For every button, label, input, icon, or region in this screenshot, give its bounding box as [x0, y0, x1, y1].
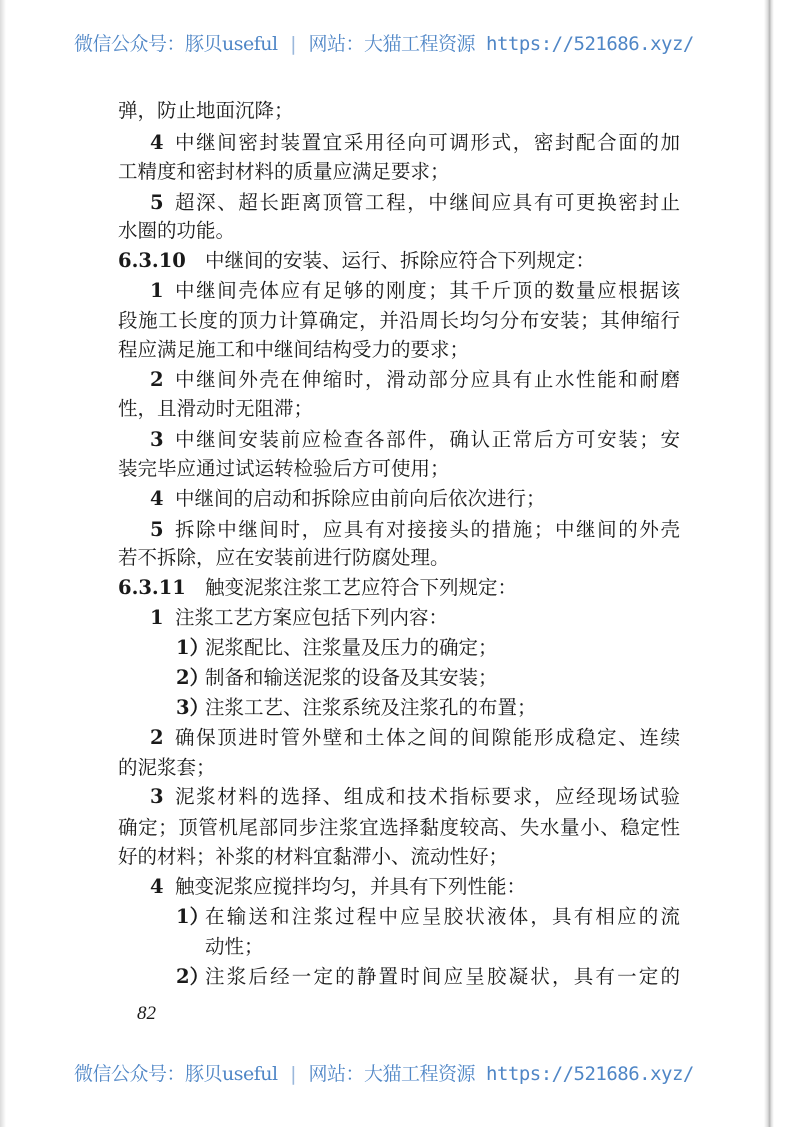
- item-number: 4: [150, 875, 164, 898]
- watermark-bottom: [74, 1059, 734, 1086]
- item-number: 5: [150, 518, 164, 541]
- text-line: [0, 904, 800, 930]
- text-line: [0, 815, 800, 841]
- line-text: 中继间的启动和拆除应由前向后依次进行；: [175, 487, 546, 510]
- line-text: 注浆工艺、注浆系统及注浆孔的布置；: [205, 696, 537, 719]
- text-line: [0, 427, 800, 453]
- watermark-separator: |: [287, 1063, 299, 1085]
- item-number: 3: [150, 428, 164, 451]
- line-text: 在输送和注浆过程中应呈胶状液体，具有相应的流: [205, 905, 680, 928]
- watermark-top: [74, 29, 734, 56]
- line-text: 触变泥浆应搅拌均匀，并具有下列性能：: [175, 875, 527, 898]
- item-number: 5: [150, 191, 164, 214]
- item-number: 4: [150, 131, 164, 154]
- line-text: 泥浆配比、注浆量及压力的确定；: [205, 636, 498, 659]
- text-line: [0, 725, 800, 751]
- line-text: 若不拆除，应在安装前进行防腐处理。: [118, 546, 450, 569]
- text-line: [0, 486, 800, 512]
- text-line: [0, 784, 800, 810]
- line-text: 确保顶进时管外壁和土体之间的间隙能形成稳定、连续: [175, 726, 680, 749]
- text-line: [0, 545, 800, 571]
- watermark-wechat: 微信公众号：豚贝useful: [74, 33, 278, 55]
- text-line: [0, 517, 800, 543]
- line-text: 确定；顶管机尾部同步注浆宜选择黏度较高、失水量小、稳定性: [118, 816, 680, 839]
- line-text: 中继间外壳在伸缩时，滑动部分应具有止水性能和耐磨: [175, 368, 680, 391]
- text-line: [0, 635, 800, 661]
- watermark-url[interactable]: https://521686.xyz/: [486, 1063, 694, 1085]
- section-number: 6.3.11: [118, 576, 186, 599]
- text-line: [0, 575, 800, 601]
- text-line: [0, 755, 800, 781]
- watermark-url[interactable]: https://521686.xyz/: [486, 33, 694, 55]
- line-text: 性，且滑动时无阻滞；: [118, 397, 314, 420]
- line-text: 中继间的安装、运行、拆除应符合下列规定：: [205, 249, 596, 272]
- text-line: [0, 695, 800, 721]
- text-line: [0, 308, 800, 334]
- line-text: 中继间安装前应检查各部件，确认正常后方可安装；安: [175, 428, 680, 451]
- line-text: 工精度和密封材料的质量应满足要求；: [118, 160, 450, 183]
- sub-item-number: 2）: [176, 666, 210, 689]
- sub-item-number: 1）: [176, 905, 210, 928]
- text-line: [0, 396, 800, 422]
- text-line: [0, 337, 800, 363]
- item-number: 1: [150, 279, 164, 302]
- item-number: 1: [150, 606, 164, 629]
- text-line: [0, 98, 800, 124]
- line-text: 装完毕应通过试运转检验后方可使用；: [118, 457, 450, 480]
- line-text: 水圈的功能。: [118, 219, 236, 242]
- section-number: 6.3.10: [118, 249, 186, 272]
- text-line: [0, 159, 800, 185]
- line-text: 的泥浆套；: [118, 756, 216, 779]
- text-line: [0, 218, 800, 244]
- item-number: 3: [150, 785, 164, 808]
- text-line: [0, 934, 800, 960]
- text-line: [0, 367, 800, 393]
- watermark-site: 网站：大猫工程资源: [308, 33, 476, 55]
- watermark-wechat: 微信公众号：豚贝useful: [74, 1063, 278, 1085]
- text-line: [0, 605, 800, 631]
- line-text: 程应满足施工和中继间结构受力的要求；: [118, 338, 470, 361]
- sub-item-number: 1）: [176, 636, 210, 659]
- sub-item-number: 3）: [176, 696, 210, 719]
- line-text: 弹，防止地面沉降；: [118, 99, 294, 122]
- watermark-site: 网站：大猫工程资源: [308, 1063, 476, 1085]
- line-text: 中继间壳体应有足够的刚度；其千斤顶的数量应根据该: [175, 279, 680, 302]
- text-line: [0, 874, 800, 900]
- text-line: [0, 248, 800, 274]
- item-number: 2: [150, 368, 164, 391]
- text-line: [0, 456, 800, 482]
- line-text: 拆除中继间时，应具有对接接头的措施；中继间的外壳: [175, 518, 680, 541]
- page-number: 82: [137, 1003, 156, 1024]
- text-line: [0, 130, 800, 156]
- text-line: [0, 844, 800, 870]
- line-text: 中继间密封装置宜采用径向可调形式，密封配合面的加: [175, 131, 680, 154]
- line-text: 超深、超长距离顶管工程，中继间应具有可更换密封止: [175, 191, 680, 214]
- line-text: 注浆工艺方案应包括下列内容：: [175, 606, 449, 629]
- item-number: 2: [150, 726, 164, 749]
- line-text: 段施工长度的顶力计算确定，并沿周长均匀分布安装；其伸缩行: [118, 309, 680, 332]
- line-text: 动性；: [205, 935, 264, 958]
- line-text: 注浆后经一定的静置时间应呈胶凝状，具有一定的: [205, 965, 680, 988]
- sub-item-number: 2）: [176, 965, 210, 988]
- watermark-separator: |: [287, 33, 299, 55]
- item-number: 4: [150, 487, 164, 510]
- line-text: 泥浆材料的选择、组成和技术指标要求，应经现场试验: [175, 785, 680, 808]
- text-line: [0, 190, 800, 216]
- line-text: 触变泥浆注浆工艺应符合下列规定：: [205, 576, 518, 599]
- line-text: 好的材料；补浆的材料宜黏滞小、流动性好；: [118, 845, 509, 868]
- text-line: [0, 665, 800, 691]
- text-line: [0, 964, 800, 990]
- text-line: [0, 278, 800, 304]
- line-text: 制备和输送泥浆的设备及其安装；: [205, 666, 498, 689]
